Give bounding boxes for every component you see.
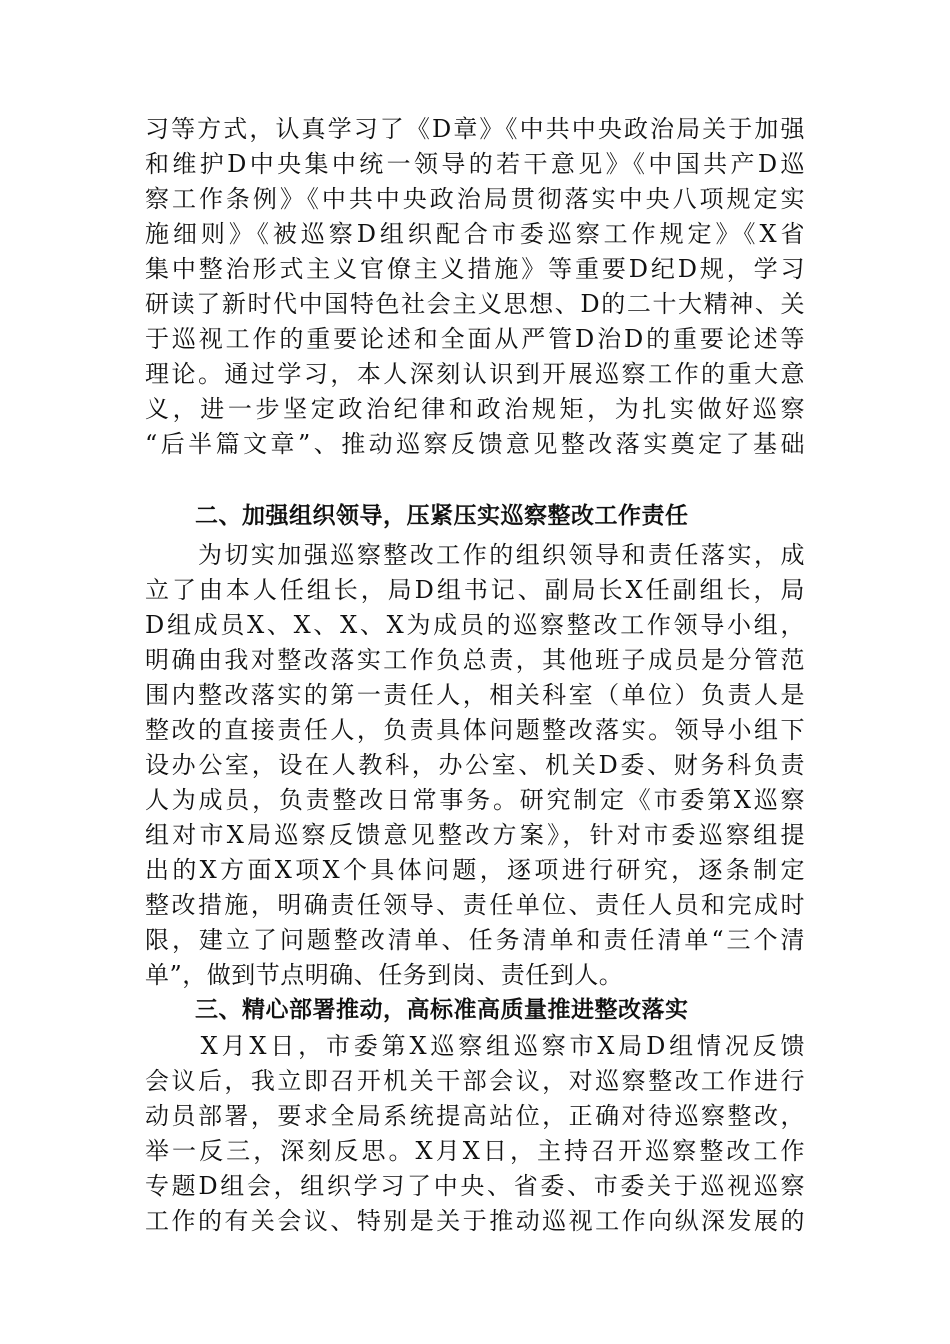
paragraph-line: 组对市X局巡察反馈意见整改方案》，针对市委巡察组提: [145, 821, 805, 849]
paragraph-line: 限，建立了问题整改清单、任务清单和责任清单“三个清: [145, 926, 805, 954]
paragraph-line: X月X日，市委第X巡察组巡察市X局D组情况反馈: [145, 1032, 805, 1060]
paragraph-line: 围内整改落实的第一责任人，相关科室（单位）负责人是: [145, 681, 805, 709]
paragraph-line: 举一反三，深刻反思。X月X日，主持召开巡察整改工作: [145, 1137, 805, 1165]
paragraph-line: 会议后，我立即召开机关干部会议，对巡察整改工作进行: [145, 1067, 805, 1095]
paragraph-line: 人为成员，负责整改日常事务。研究制定《市委第X巡察: [145, 786, 805, 814]
paragraph-line: 研读了新时代中国特色社会主义思想、D的二十大精神、关: [145, 290, 805, 318]
paragraph-line: 设办公室，设在人教科，办公室、机关D委、财务科负责: [145, 751, 805, 779]
paragraph-line: “后半篇文章”、推动巡察反馈意见整改落实奠定了基础: [145, 430, 805, 458]
paragraph-line: 明确由我对整改落实工作负总责，其他班子成员是分管范: [145, 646, 805, 674]
paragraph-line: 施细则》《被巡察D组织配合市委巡察工作规定》《X省: [145, 220, 805, 248]
paragraph-line: 专题D组会，组织学习了中央、省委、市委关于巡视巡察: [145, 1172, 805, 1200]
section-heading-2: 二、加强组织领导，压紧压实巡察整改工作责任: [195, 503, 689, 529]
paragraph-line: 和维护D中央集中统一领导的若干意见》《中国共产D巡: [145, 150, 805, 178]
paragraph-line: 为切实加强巡察整改工作的组织领导和责任落实，成: [145, 541, 805, 569]
paragraph-line: 出的X方面X项X个具体问题，逐项进行研究，逐条制定: [145, 856, 805, 884]
paragraph-line: 集中整治形式主义官僚主义措施》等重要D纪D规，学习: [145, 255, 805, 283]
paragraph-line: 动员部署，要求全局系统提高站位，正确对待巡察整改，: [145, 1102, 805, 1130]
paragraph-line: 习等方式，认真学习了《D章》《中共中央政治局关于加强: [145, 115, 805, 143]
paragraph-line: 单”，做到节点明确、任务到岗、责任到人。: [145, 961, 624, 989]
paragraph-line: 立了由本人任组长，局D组书记、副局长X任副组长，局: [145, 576, 805, 604]
paragraph-line: 整改的直接责任人，负责具体问题整改落实。领导小组下: [145, 716, 805, 744]
paragraph-line: 义，进一步坚定政治纪律和政治规矩，为扎实做好巡察: [145, 395, 805, 423]
paragraph-line: D组成员X、X、X、X为成员的巡察整改工作领导小组，: [145, 611, 805, 639]
paragraph-line: 于巡视工作的重要论述和全面从严管D治D的重要论述等: [145, 325, 805, 353]
paragraph-line: 理论。通过学习，本人深刻认识到开展巡察工作的重大意: [145, 360, 805, 388]
paragraph-line: 工作的有关会议、特别是关于推动巡视工作向纵深发展的: [145, 1207, 805, 1235]
paragraph-line: 整改措施，明确责任领导、责任单位、责任人员和完成时: [145, 891, 805, 919]
section-heading-3: 三、精心部署推动，高标准高质量推进整改落实: [195, 997, 689, 1023]
paragraph-line: 察工作条例》《中共中央政治局贯彻落实中央八项规定实: [145, 185, 805, 213]
